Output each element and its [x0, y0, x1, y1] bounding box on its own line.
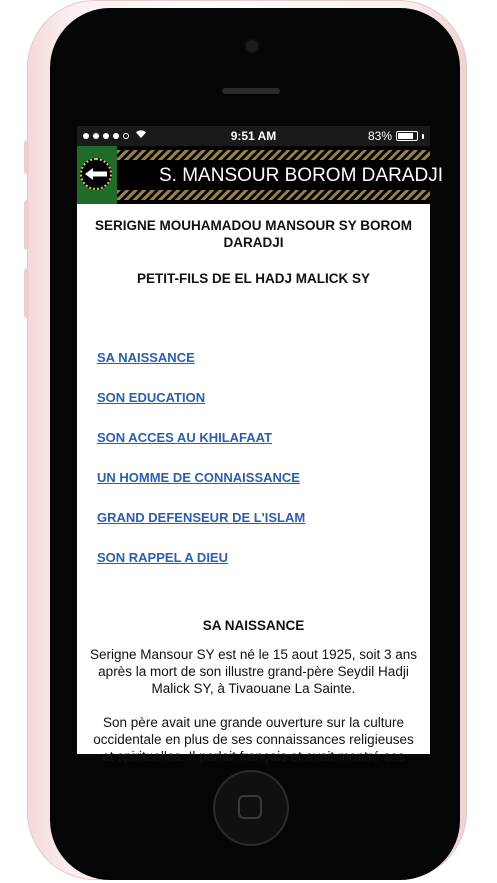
toc-link-khilafaat[interactable]: SON ACCES AU KHILAFAAT — [97, 430, 273, 445]
battery-tip — [422, 134, 424, 139]
toc-link-defenseur[interactable]: GRAND DEFENSEUR DE L'ISLAM — [97, 510, 306, 525]
section-heading: SA NAISSANCE — [202, 618, 305, 633]
paragraph: Son père avait une grande ouverture sur la culture occidentale en plus de ses connaissances religieuses et spirituelles. Il parlait français et avait montré ses — [93, 715, 414, 764]
header-pattern-bottom — [117, 190, 430, 200]
volume-up-button — [24, 200, 29, 250]
front-camera — [246, 40, 258, 52]
article-subtitle: PETIT-FILS DE EL HADJ MALICK SY — [136, 271, 371, 286]
home-square-icon — [238, 795, 262, 819]
toc-link-rappel[interactable]: SON RAPPEL A DIEU — [97, 550, 228, 565]
battery-level — [398, 133, 413, 139]
battery-percent: 83% — [367, 129, 392, 143]
back-button[interactable] — [77, 146, 117, 204]
app-header — [77, 146, 443, 204]
header-pattern-top — [117, 150, 430, 160]
status-bar — [77, 126, 430, 146]
toc-link-connaissance[interactable]: UN HOMME DE CONNAISSANCE — [97, 470, 300, 485]
back-arrow-icon[interactable] — [80, 158, 112, 190]
mute-switch — [24, 140, 29, 174]
earpiece-speaker — [222, 88, 280, 94]
article-title: SERIGNE MOUHAMADOU MANSOUR SY BOROM DARADJI — [94, 218, 412, 250]
paragraph: Serigne Mansour SY est né le 15 aout 1925, soit 3 ans après la mort de son illustre grand-père Seydil Hadji Malick SY, à Tivaouane La Sainte. — [90, 647, 417, 696]
battery-indicator — [368, 129, 424, 143]
volume-down-button — [24, 268, 29, 318]
status-time: 9:51 AM — [230, 129, 277, 143]
toc-link-education[interactable]: SON EDUCATION — [97, 390, 206, 405]
battery-icon — [396, 131, 418, 141]
phone-screen — [77, 126, 443, 764]
page-title: S. MANSOUR BOROM DARADJI — [159, 165, 443, 186]
toc-link-naissance[interactable]: SA NAISSANCE — [97, 350, 195, 365]
